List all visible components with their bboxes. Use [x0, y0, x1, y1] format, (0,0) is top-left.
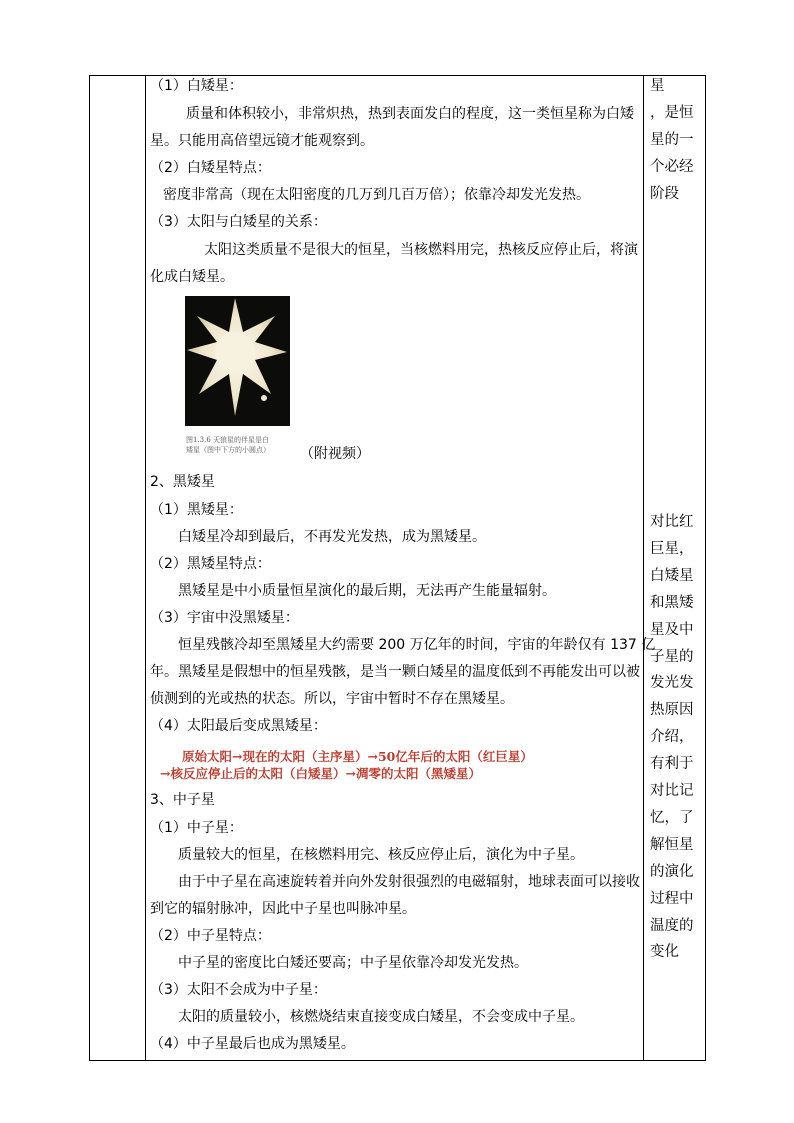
- side-note-line: ，是恒: [650, 105, 694, 121]
- white-dwarf-heading-3: （3）太阳与白矮星的关系：: [150, 214, 327, 230]
- side-note-line: 温度的: [650, 917, 694, 934]
- white-dwarf-definition-line2: 星。只能用高倍望远镜才能观察到。: [150, 133, 374, 149]
- white-dwarf-features: 密度非常高（现在太阳密度的几万到几百万倍）；依靠冷却发光发热。: [163, 187, 590, 203]
- sun-white-dwarf-relation-line1: 太阳这类质量不是很大的恒星，当核燃料用完，热核反应停止后，将演: [204, 242, 638, 258]
- side-note-line: 发光发: [650, 675, 694, 692]
- figure-caption-line1: 图1.3.6 天狼星的伴星是白: [186, 436, 270, 444]
- black-dwarf-explanation-line3: 侦测到的光或热的状态。所以，宇宙中暂时不存在黑矮星。: [150, 691, 514, 707]
- figure-caption-line2: 矮星（图中下方的小圆点）: [186, 446, 270, 454]
- sun-evolution-line1: 原始太阳→现在的太阳（主序星）→50亿年后的太阳（红巨星）: [182, 749, 533, 764]
- sun-not-neutron-star: 太阳的质量较小，核燃烧结束直接变成白矮星，不会变成中子星。: [178, 1009, 584, 1025]
- side-note-line: 个必经: [650, 159, 694, 175]
- black-dwarf-title: 2、黑矮星: [150, 474, 215, 490]
- figure-caption: [186, 435, 270, 455]
- white-dwarf-heading-1: （1）白矮星：: [150, 78, 243, 94]
- neutron-star-heading-2: （2）中子星特点：: [150, 928, 271, 944]
- sirius-companion-photo: [185, 296, 290, 426]
- pulsar-explanation-line1: 由于中子星在高速旋转着并向外发射很强烈的电磁辐射，地球表面可以接收: [178, 874, 640, 890]
- neutron-star-features: 中子星的密度比白矮还要高；中子星依靠冷却发光发热。: [178, 955, 528, 971]
- video-note: （附视频）: [300, 446, 370, 462]
- side-note-line: 星的一: [650, 132, 694, 148]
- sun-white-dwarf-relation-line2: 化成白矮星。: [150, 269, 234, 285]
- side-note-line: 星: [650, 78, 665, 94]
- side-note-line: 介绍，: [650, 729, 694, 746]
- side-note-line: 热原因: [650, 702, 694, 719]
- side-note-line: 巨星，: [650, 540, 694, 557]
- neutron-star-heading-1: （1）中子星：: [150, 820, 243, 836]
- neutron-star-definition: 质量较大的恒星，在核燃料用完、核反应停止后，演化为中子星。: [178, 847, 584, 863]
- side-note-line: 和黑矮: [650, 594, 694, 611]
- neutron-star-title: 3、中子星: [150, 792, 215, 808]
- column-divider-left: [145, 76, 146, 1060]
- star-image: [185, 296, 290, 426]
- side-note-line: 对比红: [650, 514, 694, 530]
- side-note-line: 星及中: [650, 621, 694, 638]
- side-note-line: 有利于: [650, 756, 694, 773]
- side-note-line: 解恒星: [650, 836, 694, 853]
- side-note-line: 忆，了: [650, 809, 694, 826]
- black-dwarf-explanation-line2: 年。黑矮星是假想中的恒星残骸，是当一颗白矮星的温度低到不再能发出可以被: [150, 664, 640, 680]
- side-note-line: 变化: [650, 944, 679, 961]
- black-dwarf-heading-4: （4）太阳最后变成黑矮星：: [150, 718, 327, 734]
- column-divider-right: [643, 76, 644, 1060]
- sun-evolution-line2: →核反应停止后的太阳（白矮星）→凋零的太阳（黑矮星）: [160, 766, 481, 781]
- black-dwarf-heading-3: （3）宇宙中没黑矮星：: [150, 610, 299, 626]
- side-note-line: 子星的: [650, 648, 694, 665]
- white-dwarf-heading-2: （2）白矮星特点：: [150, 160, 271, 176]
- black-dwarf-definition: 白矮星冷却到最后，不再发光发热，成为黑矮星。: [178, 529, 486, 545]
- side-note-line: 白矮星: [650, 567, 694, 584]
- black-dwarf-heading-2: （2）黑矮星特点：: [150, 556, 271, 572]
- black-dwarf-explanation-line1: 恒星残骸冷却至黑矮星大约需要 200 万亿年的时间，宇宙的年龄仅有 137 亿: [178, 637, 656, 653]
- neutron-star-heading-4: （4）中子星最后也成为黑矮星。: [150, 1036, 355, 1052]
- pulsar-explanation-line2: 到它的辐射脉冲，因此中子星也叫脉冲星。: [150, 901, 416, 917]
- side-note-line: 过程中: [650, 890, 694, 907]
- side-note-line: 阶段: [650, 186, 679, 202]
- side-note-line: 对比记: [650, 783, 694, 799]
- neutron-star-heading-3: （3）太阳不会成为中子星：: [150, 982, 327, 998]
- side-note-line: 的演化: [650, 863, 694, 880]
- white-dwarf-definition-line1: 质量和体积较小，非常炽热，热到表面发白的程度，这一类恒星称为白矮: [186, 106, 634, 122]
- black-dwarf-heading-1: （1）黑矮星：: [150, 502, 243, 518]
- black-dwarf-features: 黑矮星是中小质量恒星演化的最后期，无法再产生能量辐射。: [178, 583, 556, 599]
